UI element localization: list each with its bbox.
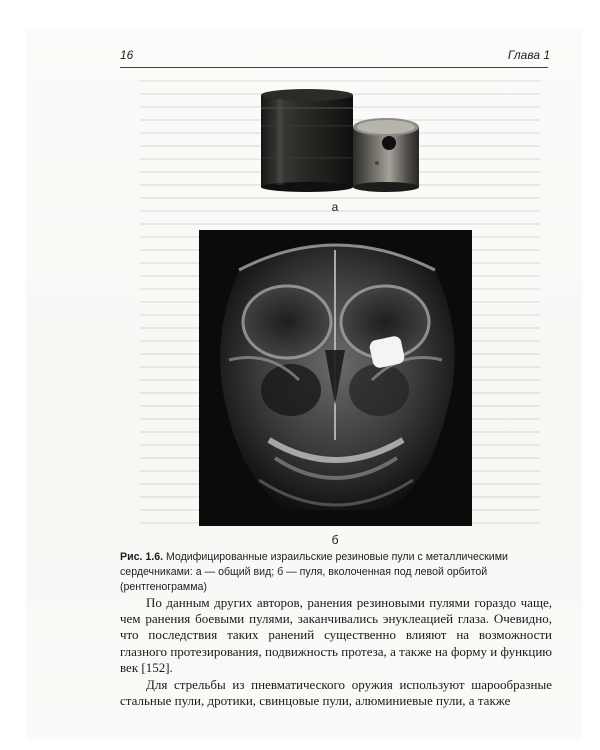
caption-text: Модифицированные израильские резиновые пули с металлическими сердечниками: а — общий вид; б — пуля, вколоченная под левой орбитой (рентгенограмма) [120,551,508,593]
header-rule [120,67,548,68]
page-number: 16 [120,48,134,62]
paragraph: Для стрельбы из пневматического оружия используют шарообразные стальные пули, дротики, свинцовые пули, алюминиевые пули, а также [120,677,552,709]
figure-label-a: а [331,200,339,214]
paragraph: По данным других авторов, ранения резиновыми пулями гораздо чаще, чем ранения боевыми пулями, заканчивались энуклеацией глаза. Очевидно, что последствия таких ранений существенно влияют на возможности глазного протезирования, подвижность протеза, а также на форму и функцию век [152]. [120,595,552,675]
xray-image [199,230,472,526]
body-text [120,595,552,709]
running-header [120,46,550,68]
bullets-photo [255,85,430,195]
figure-caption [120,550,552,595]
figure-label-b: б [331,533,339,547]
caption-label: Рис. 1.6. [120,551,164,563]
chapter-title: Глава 1 [507,48,550,62]
